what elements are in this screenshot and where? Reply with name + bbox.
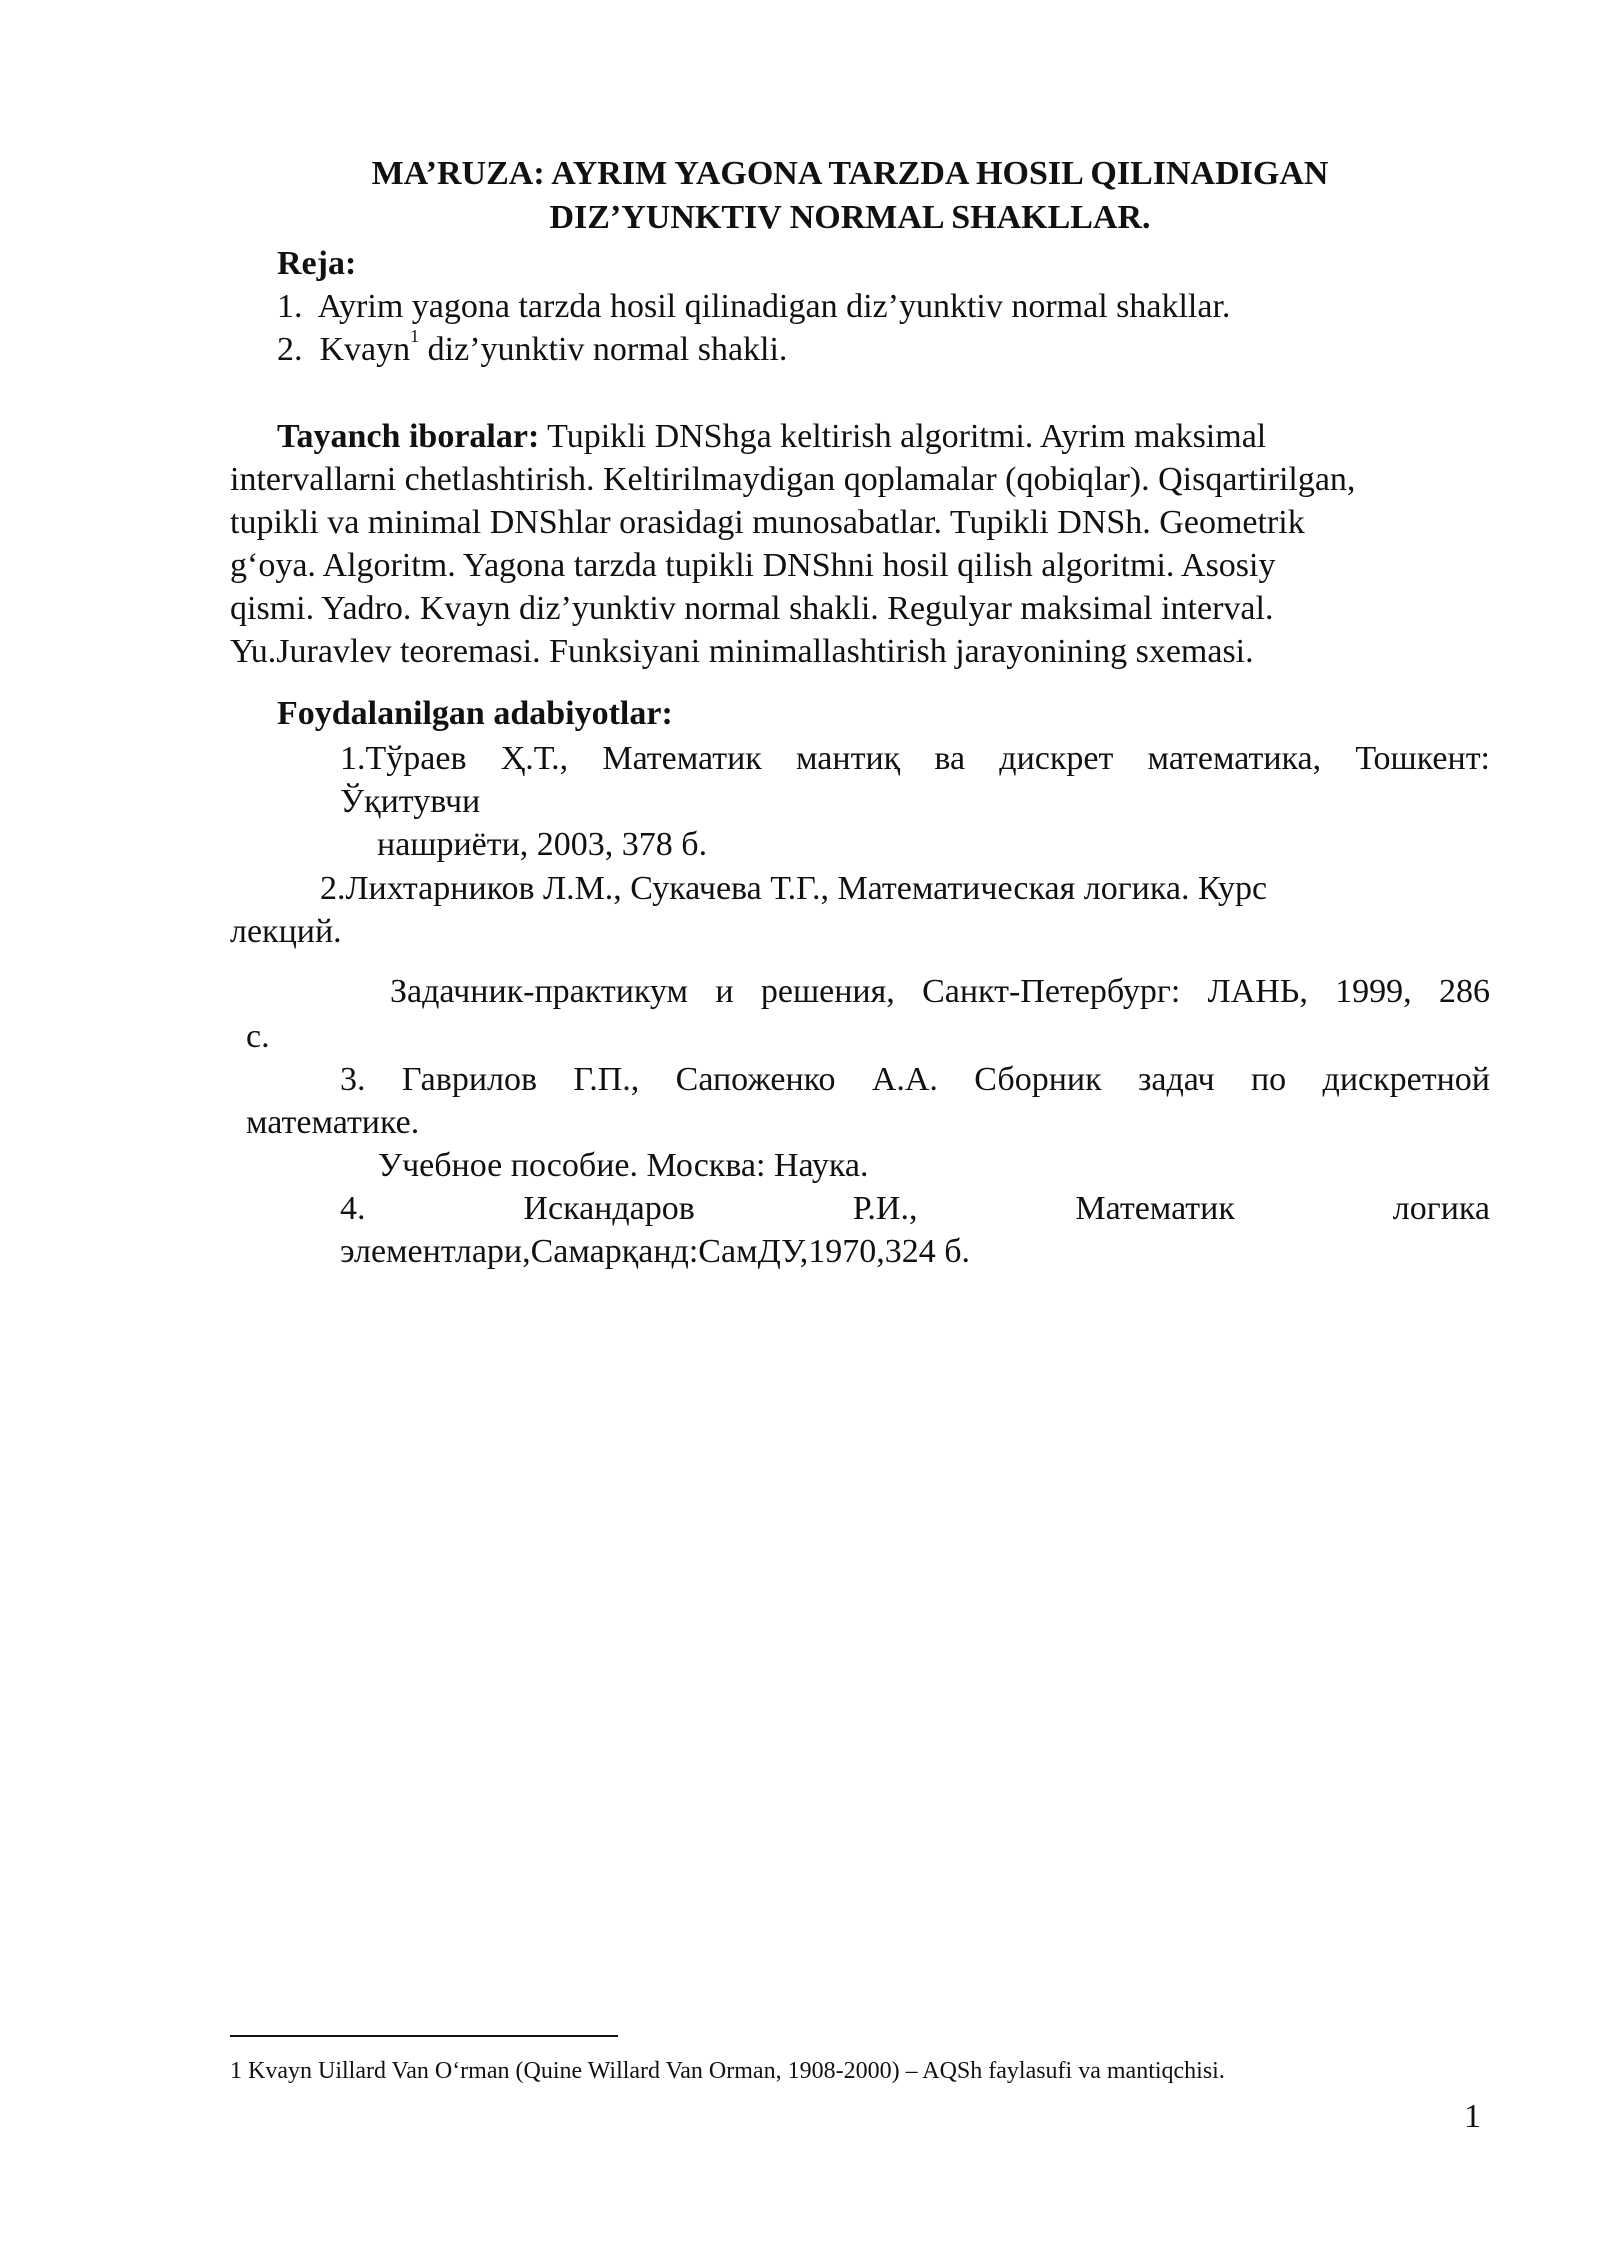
- reference-2-line-1: 2.Лихтарников Л.М., Сукачева Т.Г., Математическая логика. Курс: [320, 870, 1268, 907]
- reference-3-line-1: 3. Гаврилов Г.П., Сапоженко А.А. Сборник задач по дискретной: [340, 1061, 1490, 1098]
- reference-3-line-3: Учебное пособие. Москва: Наука.: [378, 1147, 869, 1184]
- footnote-mark: 1: [410, 326, 420, 346]
- key-terms-line-3: tupikli va minimal DNShlar orasidagi munosabatlar. Tupikli DNSh. Geometrik: [230, 504, 1305, 541]
- reference-2-line-2: лекций.: [230, 913, 342, 950]
- reference-2-line-3: Задачник-практикум и решения, Санкт-Петербург: ЛАНЬ, 1999, 286: [390, 973, 1490, 1010]
- plan-item-text-after: diz’yunktiv normal shakli.: [419, 331, 788, 368]
- plan-item-number: 1.: [277, 288, 303, 325]
- plan-item-text: Ayrim yagona tarzda hosil qilinadigan diz’yunktiv normal shakllar.: [317, 288, 1231, 325]
- key-terms-line-4: g‘oya. Algoritm. Yagona tarzda tupikli DNShni hosil qilish algoritmi. Asosiy: [230, 547, 1276, 584]
- key-terms-line-1: [277, 415, 1266, 459]
- key-terms-text: Tupikli DNShga keltirish algoritmi. Ayrim maksimal: [539, 418, 1267, 455]
- reference-4-line-1: 4. Искандаров Р.И., Математик логика: [340, 1190, 1490, 1227]
- plan-item-text-before: Kvayn: [319, 331, 411, 368]
- references-heading: Foydalanilgan adabiyotlar:: [277, 695, 673, 732]
- reference-1-line-3: нашриёти, 2003, 378 б.: [377, 826, 708, 863]
- key-terms-line-6: Yu.Juravlev teoremasi. Funksiyani minimallashtirish jarayonining sxemasi.: [230, 633, 1254, 670]
- lecture-title-line-1: MA’RUZA: AYRIM YAGONA TARZDA HOSIL QILINADIGAN: [371, 155, 1329, 192]
- reference-1-line-2: Ўқитувчи: [340, 783, 481, 820]
- plan-heading: Reja:: [277, 245, 357, 282]
- key-terms-line-5: qismi. Yadro. Kvayn diz’yunktiv normal shakli. Regulyar maksimal interval.: [230, 590, 1274, 627]
- reference-4-line-2: элементлари,Самарқанд:СамДУ,1970,324 б.: [340, 1233, 971, 1270]
- reference-1-line-1: 1.Тўраев Ҳ.Т., Математик мантиқ ва дискрет математика, Тошкент:: [340, 740, 1490, 777]
- lecture-title-line-2: DIZ’YUNKTIV NORMAL SHAKLLAR.: [549, 199, 1151, 236]
- footnote-separator: [230, 2035, 618, 2037]
- reference-2-line-4: с.: [246, 1018, 270, 1055]
- page-number: 1: [1464, 2098, 1481, 2135]
- key-terms-label: Tayanch iboralar:: [277, 418, 540, 455]
- key-terms-line-2: intervallarni chetlashtirish. Keltirilmaydigan qoplamalar (qobiqlar). Qisqartirilgan,: [230, 461, 1356, 498]
- plan-item-1: [277, 285, 1230, 329]
- footnote-text: 1 Kvayn Uillard Van O‘rman (Quine Willard Van Orman, 1908-2000) – AQSh faylasufi va mantiqchisi.: [230, 2058, 1225, 2084]
- plan-item-2: [277, 328, 787, 372]
- reference-3-line-2: математике.: [246, 1104, 420, 1141]
- plan-item-number: 2.: [277, 331, 303, 368]
